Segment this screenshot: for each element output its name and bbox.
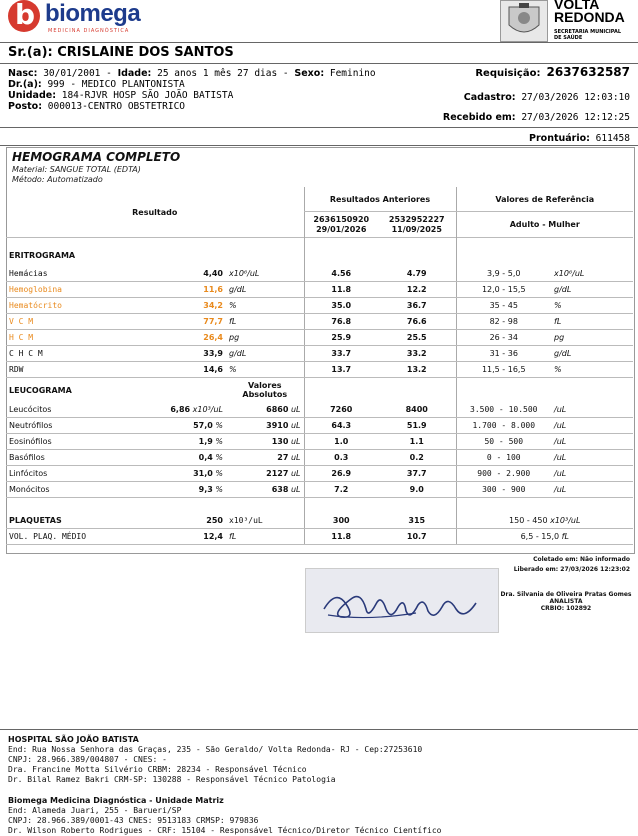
unit-line: Unidade: 184-RJVR HOSP SÃO JOÃO BATISTA xyxy=(8,90,234,101)
table-row xyxy=(6,434,633,450)
reference-unit: x10⁶/uL xyxy=(551,266,633,282)
lab-name: Biomega Medicina Diagnóstica - Unidade Matriz xyxy=(8,796,224,805)
test-name-and-result: Linfócitos 31,0 % xyxy=(6,466,226,482)
divider xyxy=(0,729,638,730)
reference-unit: g/dL xyxy=(551,282,633,298)
table-row xyxy=(6,418,633,434)
absolute-value: 130 uL xyxy=(226,434,304,450)
divider xyxy=(0,145,638,146)
mpv-ref: 6,5 - 15,0 fL xyxy=(456,529,633,545)
erythrogram-rows xyxy=(6,266,633,378)
previous-1: 35.0 xyxy=(304,298,378,314)
signature-image xyxy=(305,568,499,633)
previous-2: 1.1 xyxy=(378,434,456,450)
previous-1: 7.2 xyxy=(304,482,378,498)
table-row xyxy=(6,362,633,378)
test-name-and-result: Neutrófilos 57,0 % xyxy=(6,418,226,434)
biomega-logo-icon: b xyxy=(8,0,40,32)
absolute-value: 638 uL xyxy=(226,482,304,498)
received-date: Recebido em: 27/03/2026 12:12:25 xyxy=(442,112,630,123)
previous-1: 1.0 xyxy=(304,434,378,450)
test-name-and-result: V C M 77,7 xyxy=(6,314,226,330)
previous-1: 11.8 xyxy=(304,282,378,298)
result-unit: fL xyxy=(226,314,304,330)
reference-unit: /uL xyxy=(551,450,633,466)
result-unit: g/dL xyxy=(226,346,304,362)
previous-2: 4.79 xyxy=(378,266,456,282)
hospital-footer: HOSPITAL SÃO JOÃO BATISTA End: Rua Nossa Senhora das Graças, 235 - São Geraldo/ Volta Redonda- RJ - Cep:27253610 CNPJ: 28.966.389/004807 - CNES: - Dra. Francine Motta Silvério CRBM: 28234 - Responsável Técnico Dr. Bilal Ramez Bakri CRM-SP: 130288 - Responsável Técnico Patologia xyxy=(8,735,423,784)
previous-2: 25.5 xyxy=(378,330,456,346)
lab-footer: Biomega Medicina Diagnóstica - Unidade Matriz End: Alameda Juari, 255 - Barueri/SP CNPJ: 28.966.389/0001-43 CNES: 9513183 CRMSP: 979836 Dr. Wilson Roberto Rodrigues - CRF: 15104 - Responsável Técnico/Diretor Técnico Científico xyxy=(8,796,442,835)
exam-method: Método: Automatizado xyxy=(12,175,103,184)
results-table xyxy=(6,187,633,545)
table-row xyxy=(6,402,633,418)
test-name-and-result: H C M 26,4 xyxy=(6,330,226,346)
doctor-line: Dr.(a): 999 - MEDICO PLANTONISTA xyxy=(8,79,185,90)
previous-1-header: 2636150920 29/01/2026 xyxy=(304,212,378,238)
test-name-and-result: Hemoglobina 11,6 xyxy=(6,282,226,298)
reference-range: 11,5 - 16,5 xyxy=(456,362,551,378)
reference-range: 50 - 500 xyxy=(456,434,551,450)
signer-crbio: CRBIO: 102892 xyxy=(540,605,592,612)
previous-1: 33.7 xyxy=(304,346,378,362)
previous-1: 26.9 xyxy=(304,466,378,482)
signer-name: Dra. Silvania de Oliveira Pratas Gomes xyxy=(500,591,632,598)
requisition: Requisição: 2637632587 xyxy=(475,65,630,79)
previous-2: 0.2 xyxy=(378,450,456,466)
test-name-and-result: Basófilos 0,4 % xyxy=(6,450,226,466)
reference-range: 1.700 - 8.000 xyxy=(456,418,551,434)
platelets-prev2: 315 xyxy=(378,513,456,529)
record-number: Prontuário: 611458 xyxy=(529,133,630,144)
previous-1: 4.56 xyxy=(304,266,378,282)
mpv-prev2: 10.7 xyxy=(378,529,456,545)
previous-1: 64.3 xyxy=(304,418,378,434)
platelets-prev1: 300 xyxy=(304,513,378,529)
mpv-unit: fL xyxy=(226,529,304,545)
reference-range: 3.500 - 10.500 xyxy=(456,402,551,418)
city-title xyxy=(554,0,625,24)
table-row xyxy=(6,282,633,298)
reference-unit: /uL xyxy=(551,418,633,434)
previous-2: 8400 xyxy=(378,402,456,418)
reference-group: Adulto - Mulher xyxy=(456,212,633,238)
previous-2: 12.2 xyxy=(378,282,456,298)
signer-block xyxy=(498,591,634,612)
city-title-line2: REDONDA xyxy=(554,9,625,25)
leukogram-rows xyxy=(6,402,633,498)
test-name-and-result: Hemácias 4,40 xyxy=(6,266,226,282)
reference-range: 300 - 900 xyxy=(456,482,551,498)
leukogram-title: LEUCOGRAMA xyxy=(9,385,72,395)
test-name-and-result: Eosinófilos 1,9 % xyxy=(6,434,226,450)
brand-subtitle: MEDICINA DIAGNÓSTICA xyxy=(48,28,130,34)
table-row xyxy=(6,314,633,330)
previous-1: 13.7 xyxy=(304,362,378,378)
reference-range: 26 - 34 xyxy=(456,330,551,346)
patient-birth-line: Nasc: 30/01/2001 - Idade: 25 anos 1 mês 27 dias - Sexo: Feminino xyxy=(8,68,376,79)
exam-title: HEMOGRAMA COMPLETO xyxy=(12,150,181,164)
result-unit: g/dL xyxy=(226,282,304,298)
result-unit: x10⁶/uL xyxy=(226,266,304,282)
hospital-name: HOSPITAL SÃO JOÃO BATISTA xyxy=(8,735,139,744)
previous-2: 36.7 xyxy=(378,298,456,314)
exam-material: Material: SANGUE TOTAL (EDTA) xyxy=(12,165,141,174)
released-date: Liberado em: 27/03/2026 12:23:02 xyxy=(513,566,630,573)
result-unit: % xyxy=(226,298,304,314)
previous-1: 0.3 xyxy=(304,450,378,466)
reference-range: 3,9 - 5,0 xyxy=(456,266,551,282)
divider xyxy=(0,42,638,43)
table-row xyxy=(6,266,633,282)
city-title-line1: VOLTA xyxy=(554,0,600,12)
table-row xyxy=(6,482,633,498)
reference-unit: /uL xyxy=(551,402,633,418)
reference-range: 12,0 - 15,5 xyxy=(456,282,551,298)
table-row xyxy=(6,450,633,466)
previous-2: 33.2 xyxy=(378,346,456,362)
city-sub-line1: SECRETARIA MUNICIPAL xyxy=(554,29,622,35)
reference-unit: /uL xyxy=(551,482,633,498)
test-name-and-result: Hematócrito 34,2 xyxy=(6,298,226,314)
platelets-row: PLAQUETAS 250 xyxy=(6,513,226,529)
test-name-and-result: C H C M 33,9 xyxy=(6,346,226,362)
divider xyxy=(0,63,638,64)
reference-range: 82 - 98 xyxy=(456,314,551,330)
reference-unit: % xyxy=(551,362,633,378)
city-subtitle xyxy=(554,29,621,41)
patient-name: Sr.(a): CRISLAINE DOS SANTOS xyxy=(8,45,234,60)
reference-range: 0 - 100 xyxy=(456,450,551,466)
reference-unit: g/dL xyxy=(551,346,633,362)
result-unit: % xyxy=(226,362,304,378)
erythrogram-title: ERITROGRAMA xyxy=(9,250,76,260)
city-crest-icon xyxy=(500,0,548,42)
previous-1: 76.8 xyxy=(304,314,378,330)
table-row xyxy=(6,466,633,482)
result-unit: pg xyxy=(226,330,304,346)
city-sub-line2: DE SAÚDE xyxy=(554,35,583,41)
table-row xyxy=(6,298,633,314)
table-row xyxy=(6,330,633,346)
test-name-and-result: Leucócitos 6,86 x10³/uL xyxy=(6,402,226,418)
table-row xyxy=(6,346,633,362)
reference-unit: /uL xyxy=(551,434,633,450)
previous-2: 9.0 xyxy=(378,482,456,498)
reference-range: 900 - 2.900 xyxy=(456,466,551,482)
reference-unit: /uL xyxy=(551,466,633,482)
reference-unit: pg xyxy=(551,330,633,346)
test-name-and-result: RDW 14,6 xyxy=(6,362,226,378)
mpv-prev1: 11.8 xyxy=(304,529,378,545)
platelets-unit: x10³/uL xyxy=(226,513,304,529)
signer-role: ANALISTA xyxy=(549,598,583,605)
mpv-row: VOL. PLAQ. MÉDIO 12,4 xyxy=(6,529,226,545)
reference-range: 31 - 36 xyxy=(456,346,551,362)
registration-date: Cadastro: 27/03/2026 12:03:10 xyxy=(463,92,630,103)
previous-2: 51.9 xyxy=(378,418,456,434)
previous-1: 25.9 xyxy=(304,330,378,346)
absolute-value: 2127 uL xyxy=(226,466,304,482)
absolute-values-header: Valores Absolutos xyxy=(242,381,288,399)
reference-range: 35 - 45 xyxy=(456,298,551,314)
divider xyxy=(0,127,638,128)
previous-2: 13.2 xyxy=(378,362,456,378)
brand-name: biomega xyxy=(45,0,141,27)
previous-2-header: 2532952227 11/09/2025 xyxy=(388,214,445,234)
platelets-ref: 150 - 450 x10³/uL xyxy=(456,513,633,529)
collected-date: Coletado em: Não informado xyxy=(533,556,630,563)
result-header: Resultado xyxy=(132,207,178,217)
reference-unit: fL xyxy=(551,314,633,330)
absolute-value: 27 uL xyxy=(226,450,304,466)
reference-unit: % xyxy=(551,298,633,314)
absolute-value: 6860 uL xyxy=(226,402,304,418)
previous-results-header: Resultados Anteriores xyxy=(304,187,456,212)
test-name-and-result: Monócitos 9,3 % xyxy=(6,482,226,498)
previous-1: 7260 xyxy=(304,402,378,418)
previous-2: 76.6 xyxy=(378,314,456,330)
reference-header: Valores de Referência xyxy=(456,187,633,212)
absolute-value: 3910 uL xyxy=(226,418,304,434)
previous-2: 37.7 xyxy=(378,466,456,482)
post-line: Posto: 000013-CENTRO OBSTETRICO xyxy=(8,101,186,112)
